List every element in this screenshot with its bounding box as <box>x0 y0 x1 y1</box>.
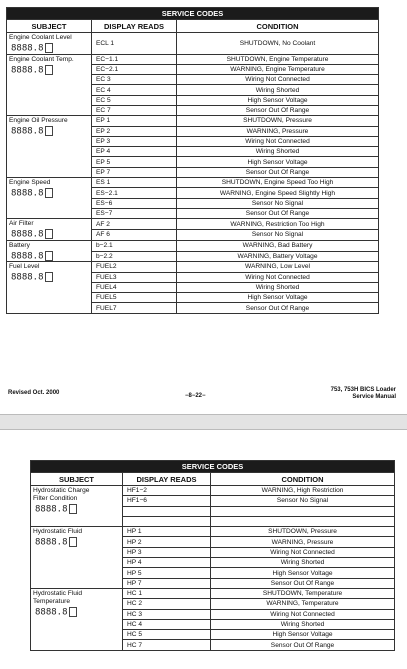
lcd-display-icon: 8888.8 <box>11 65 89 76</box>
table-row <box>7 33 379 55</box>
condition-cell: SHUTDOWN, Pressure <box>211 527 395 537</box>
display-reads-cell: EP 7 <box>92 167 177 177</box>
subject-label: Battery <box>9 241 30 249</box>
display-reads-cell: HP 3 <box>123 547 211 557</box>
subject-cell <box>7 54 92 116</box>
lcd-display-icon: 8888.8 <box>11 43 89 54</box>
display-reads-cell: HP 1 <box>123 527 211 537</box>
table-row <box>31 486 395 496</box>
lcd-indicator-icon <box>45 251 53 261</box>
table-title: SERVICE CODES <box>7 8 379 20</box>
condition-cell: SHUTDOWN, No Coolant <box>177 33 379 55</box>
header-condition: CONDITION <box>177 20 379 33</box>
display-reads-cell <box>123 506 211 516</box>
display-reads-cell: AF 2 <box>92 219 177 230</box>
lcd-display-icon: 8888.8 <box>11 229 89 240</box>
lcd-display-icon: 8888.8 <box>11 251 89 262</box>
condition-cell: WARNING, Engine Temperature <box>177 64 379 74</box>
condition-cell: WARNING, Temperature <box>211 599 395 609</box>
condition-cell: Wiring Shorted <box>177 85 379 95</box>
condition-cell: Wiring Not Connected <box>211 547 395 557</box>
condition-cell: WARNING, Restriction Too High <box>177 219 379 230</box>
lcd-indicator-icon <box>69 504 77 514</box>
subject-cell <box>31 527 123 589</box>
display-reads-cell: EC 3 <box>92 75 177 85</box>
service-codes-table-bottom <box>30 460 395 651</box>
display-reads-cell: EP 3 <box>92 136 177 146</box>
footer-subtitle: Service Manual <box>352 394 396 400</box>
display-reads-cell: HF1−6 <box>123 496 211 506</box>
condition-cell: SHUTDOWN, Engine Speed Too High <box>177 178 379 188</box>
header-display-reads: DISPLAY READS <box>123 473 211 486</box>
display-reads-cell: FUEL4 <box>92 282 177 292</box>
condition-cell: WARNING, High Restriction <box>211 486 395 496</box>
display-reads-cell: EC 7 <box>92 105 177 115</box>
table-row <box>7 262 379 272</box>
subject-label: Engine Coolant Level <box>9 34 72 41</box>
condition-cell <box>211 506 395 516</box>
title-row <box>7 8 379 20</box>
display-reads-cell: EC 4 <box>92 85 177 95</box>
subject-label: Engine Speed <box>9 179 51 187</box>
subject-cell <box>31 588 123 650</box>
lcd-indicator-icon <box>45 65 53 75</box>
subject-cell <box>31 486 123 527</box>
subject-label: Fuel Level <box>9 263 40 271</box>
condition-cell: Sensor Out Of Range <box>177 105 379 115</box>
service-codes-table-top <box>6 7 379 314</box>
subject-label: Filter Condition <box>33 495 78 502</box>
lcd-display-icon: 8888.8 <box>11 272 89 283</box>
display-reads-cell: EP 1 <box>92 116 177 126</box>
condition-cell: WARNING, Pressure <box>177 126 379 136</box>
display-reads-cell: b−2.1 <box>92 240 177 251</box>
condition-cell <box>211 516 395 526</box>
title-row <box>31 461 395 473</box>
condition-cell: WARNING, Pressure <box>211 537 395 547</box>
header-subject: SUBJECT <box>31 473 123 486</box>
condition-cell: WARNING, Battery Voltage <box>177 251 379 262</box>
display-reads-cell: HP 7 <box>123 578 211 588</box>
header-subject: SUBJECT <box>7 20 92 33</box>
display-reads-cell: HC 7 <box>123 640 211 650</box>
header-display-reads: DISPLAY READS <box>92 20 177 33</box>
subject-cell <box>7 178 92 219</box>
display-reads-cell: FUEL2 <box>92 262 177 272</box>
display-reads-cell: FUEL5 <box>92 293 177 303</box>
lcd-display-icon: 8888.8 <box>35 607 120 618</box>
display-reads-cell: HC 5 <box>123 630 211 640</box>
condition-cell: Wiring Shorted <box>211 558 395 568</box>
table-row <box>7 116 379 126</box>
condition-cell: Wiring Shorted <box>177 282 379 292</box>
subject-label: Engine Oil Pressure <box>9 117 68 125</box>
display-reads-cell: FUEL3 <box>92 272 177 282</box>
condition-cell: Sensor Out Of Range <box>211 640 395 650</box>
lcd-indicator-icon <box>69 537 77 547</box>
display-reads-cell: b−2.2 <box>92 251 177 262</box>
display-reads-cell: AF 6 <box>92 230 177 241</box>
header-row <box>31 473 395 486</box>
display-reads-cell: ES−2.1 <box>92 188 177 198</box>
header-row <box>7 20 379 33</box>
condition-cell: Sensor No Signal <box>177 230 379 241</box>
page-separator <box>0 414 407 430</box>
lcd-indicator-icon <box>45 229 53 239</box>
lcd-display-icon: 8888.8 <box>11 126 89 137</box>
display-reads-cell: HP 2 <box>123 537 211 547</box>
subject-cell <box>7 219 92 241</box>
condition-cell: Wiring Not Connected <box>177 136 379 146</box>
display-reads-cell: HC 1 <box>123 588 211 598</box>
display-reads-cell: HP 4 <box>123 558 211 568</box>
footer-page-number: −8−22− <box>185 393 206 399</box>
subject-cell <box>7 262 92 313</box>
lcd-indicator-icon <box>45 126 53 136</box>
display-reads-cell: ES−7 <box>92 208 177 218</box>
condition-cell: Sensor No Signal <box>211 496 395 506</box>
subject-cell <box>7 33 92 55</box>
display-reads-cell: EP 4 <box>92 147 177 157</box>
footer-title: 753, 753H BICS Loader <box>330 387 396 393</box>
subject-label: Hydrostatic Charge <box>33 487 90 494</box>
condition-cell: SHUTDOWN, Temperature <box>211 588 395 598</box>
subject-cell <box>7 116 92 178</box>
display-reads-cell: EC 5 <box>92 95 177 105</box>
display-reads-cell: HF1−2 <box>123 486 211 496</box>
lcd-indicator-icon <box>45 188 53 198</box>
condition-cell: High Sensor Voltage <box>177 157 379 167</box>
lcd-indicator-icon <box>69 607 77 617</box>
condition-cell: Wiring Not Connected <box>211 609 395 619</box>
condition-cell: Sensor Out Of Range <box>177 303 379 313</box>
subject-label: Engine Coolant Temp. <box>9 55 74 63</box>
display-reads-cell: EC−2.1 <box>92 64 177 74</box>
display-reads-cell: HC 3 <box>123 609 211 619</box>
table-row <box>7 54 379 64</box>
table-row <box>7 219 379 230</box>
lcd-display-icon: 8888.8 <box>35 537 120 548</box>
subject-label: Hydrostatic Fluid <box>33 589 83 597</box>
condition-cell: SHUTDOWN, Engine Temperature <box>177 54 379 64</box>
condition-cell: Sensor Out Of Range <box>177 208 379 218</box>
condition-cell: High Sensor Voltage <box>211 630 395 640</box>
condition-cell: High Sensor Voltage <box>211 568 395 578</box>
table-row <box>7 240 379 251</box>
table-row <box>31 527 395 537</box>
display-reads-cell: HC 4 <box>123 619 211 629</box>
lcd-indicator-icon <box>45 43 53 53</box>
condition-cell: Wiring Shorted <box>177 147 379 157</box>
header-condition: CONDITION <box>211 473 395 486</box>
condition-cell: Sensor Out Of Range <box>177 167 379 177</box>
table-row <box>31 588 395 598</box>
subject-cell <box>7 240 92 262</box>
lcd-display-icon: 8888.8 <box>35 504 120 515</box>
footer-revised: Revised Oct. 2000 <box>8 390 60 396</box>
display-reads-cell: EP 5 <box>92 157 177 167</box>
condition-cell: WARNING, Low Level <box>177 262 379 272</box>
condition-cell: SHUTDOWN, Pressure <box>177 116 379 126</box>
subject-label: Temperature <box>33 597 71 605</box>
condition-cell: Wiring Not Connected <box>177 75 379 85</box>
display-reads-cell: ES−6 <box>92 198 177 208</box>
condition-cell: Sensor No Signal <box>177 198 379 208</box>
display-reads-cell: HP 5 <box>123 568 211 578</box>
condition-cell: Sensor Out Of Range <box>211 578 395 588</box>
display-reads-cell: ES 1 <box>92 178 177 188</box>
condition-cell: WARNING, Bad Battery <box>177 240 379 251</box>
display-reads-cell: EC−1.1 <box>92 54 177 64</box>
display-reads-cell: ECL 1 <box>92 33 177 55</box>
display-reads-cell <box>123 516 211 526</box>
condition-cell: High Sensor Voltage <box>177 293 379 303</box>
table-row <box>7 178 379 188</box>
condition-cell: High Sensor Voltage <box>177 95 379 105</box>
lcd-indicator-icon <box>45 272 53 282</box>
subject-label: Hydrostatic Fluid <box>33 528 83 536</box>
lcd-display-icon: 8888.8 <box>11 188 89 199</box>
condition-cell: WARNING, Engine Speed Slightly High <box>177 188 379 198</box>
table-title: SERVICE CODES <box>31 461 395 473</box>
display-reads-cell: EP 2 <box>92 126 177 136</box>
subject-label: Air Filter <box>9 220 34 228</box>
condition-cell: Wiring Shorted <box>211 619 395 629</box>
display-reads-cell: HC 2 <box>123 599 211 609</box>
condition-cell: Wiring Not Connected <box>177 272 379 282</box>
display-reads-cell: FUEL7 <box>92 303 177 313</box>
